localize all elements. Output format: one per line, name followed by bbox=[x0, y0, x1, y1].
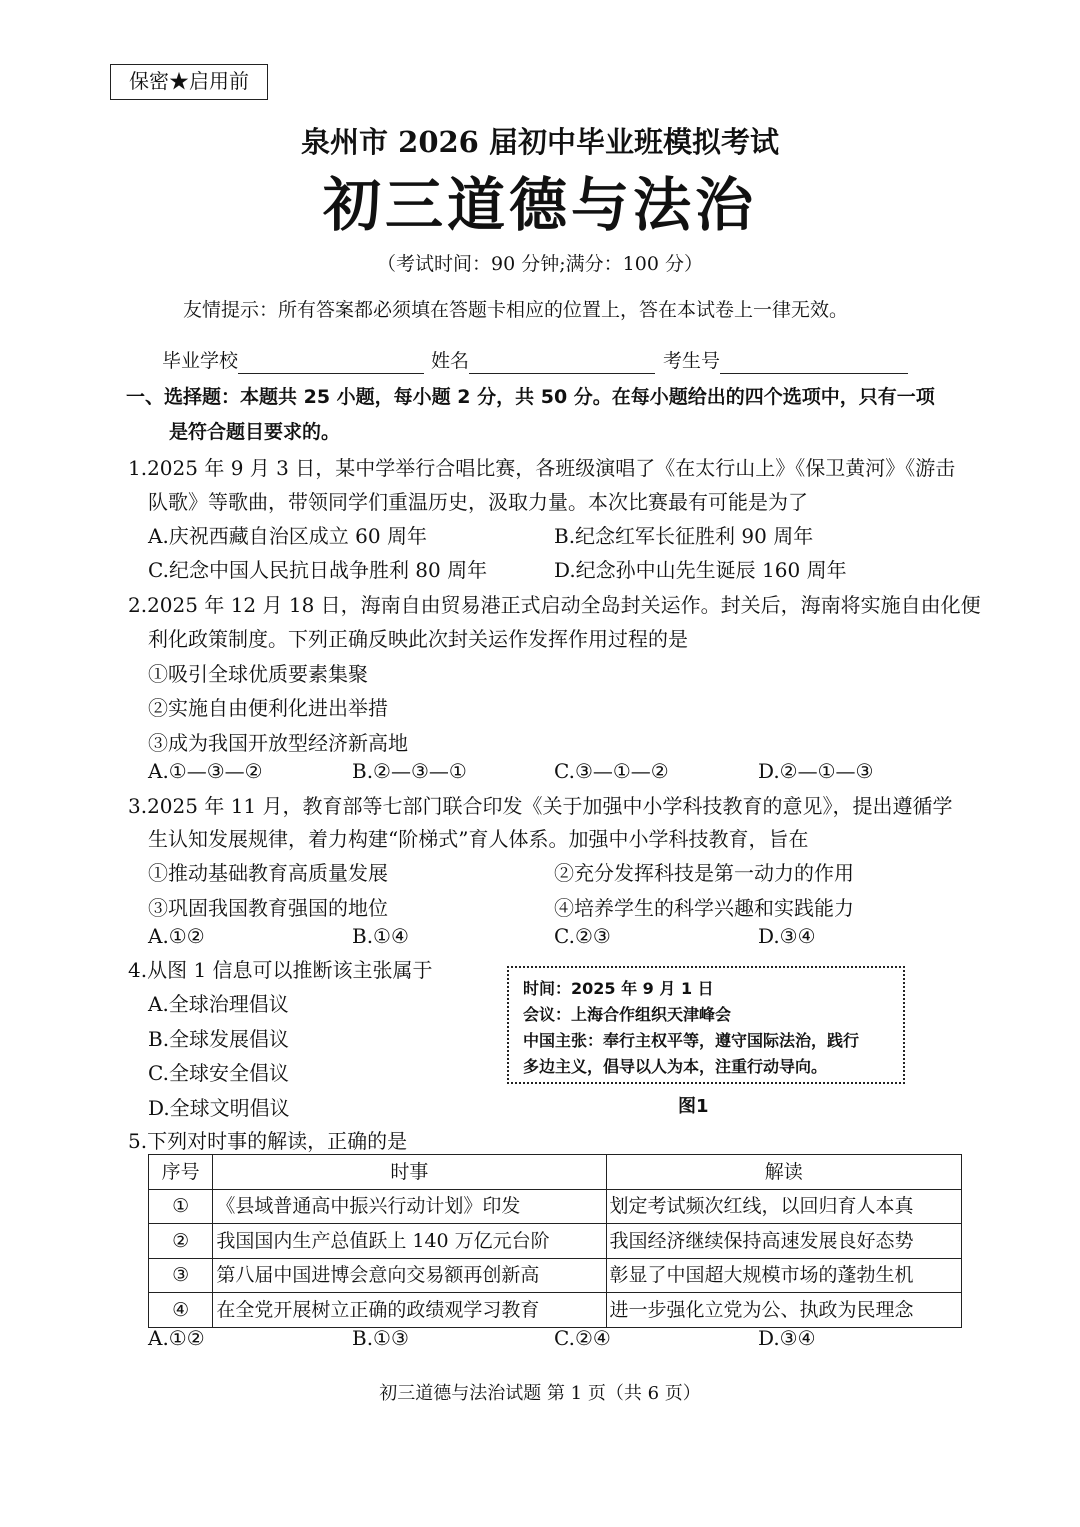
table-header-cell: 序号 bbox=[149, 1155, 213, 1190]
q4-option-c[interactable]: C.全球安全倡议 bbox=[148, 1061, 289, 1085]
school-blank[interactable] bbox=[238, 353, 424, 374]
q5-option-b[interactable]: B.①③ bbox=[352, 1326, 409, 1350]
q2-option-a[interactable]: A.①—③—② bbox=[148, 759, 263, 783]
table-cell: ④ bbox=[149, 1293, 213, 1328]
q1-stem-line2: 队歌》等歌曲，带领同学们重温历史，汲取力量。本次比赛最有可能是为了 bbox=[148, 490, 808, 514]
q4-stem: 4.从图 1 信息可以推断该主张属于 bbox=[128, 958, 433, 982]
table-header-cell: 解读 bbox=[606, 1155, 961, 1190]
q3-item-1: ①推动基础教育高质量发展 bbox=[148, 861, 388, 885]
section-heading-line1: 一、选择题：本题共 25 小题，每小题 2 分，共 50 分。在每小题给出的四个选项中，只有一项 bbox=[126, 386, 935, 408]
q2-stem-line2: 利化政策制度。下列正确反映此次封关运作发挥作用过程的是 bbox=[148, 627, 688, 651]
q5-option-c[interactable]: C.②④ bbox=[554, 1326, 611, 1350]
confidential-stamp: 保密★启用前 bbox=[110, 64, 268, 100]
table-cell: 第八届中国进博会意向交易额再创新高 bbox=[213, 1258, 606, 1293]
table-cell: 进一步强化立党为公、执政为民理念 bbox=[606, 1293, 961, 1328]
table-cell: 彰显了中国超大规模市场的蓬勃生机 bbox=[606, 1258, 961, 1293]
table-cell: 《县域普通高中振兴行动计划》印发 bbox=[213, 1189, 606, 1224]
q3-option-a[interactable]: A.①② bbox=[148, 924, 205, 948]
table-cell: ① bbox=[149, 1189, 213, 1224]
friendly-tip: 友情提示：所有答案都必须填在答题卡相应的位置上，答在本试卷上一律无效。 bbox=[183, 299, 849, 321]
table-cell: 在全党开展树立正确的政绩观学习教育 bbox=[213, 1293, 606, 1328]
section-heading-line2: 是符合题目要求的。 bbox=[169, 421, 341, 443]
q2-item-2: ②实施自由便利化进出举措 bbox=[148, 696, 388, 720]
q1-option-b[interactable]: B.纪念红军长征胜利 90 周年 bbox=[554, 524, 814, 548]
figure-1-box bbox=[507, 966, 905, 1084]
subject-title: 初三道德与法治 bbox=[322, 171, 757, 239]
table-cell: 我国经济继续保持高速发展良好态势 bbox=[606, 1224, 961, 1259]
student-no-label: 考生号 bbox=[663, 350, 721, 372]
table-cell: ③ bbox=[149, 1258, 213, 1293]
q4-option-d[interactable]: D.全球文明倡议 bbox=[148, 1096, 290, 1120]
figure-1-line3: 中国主张：奉行主权平等，遵守国际法治，践行 bbox=[523, 1031, 860, 1050]
name-blank[interactable] bbox=[469, 353, 655, 374]
table-header-cell: 时事 bbox=[213, 1155, 606, 1190]
table-cell: 我国国内生产总值跃上 140 万亿元台阶 bbox=[213, 1224, 606, 1259]
table-header-row bbox=[149, 1155, 962, 1190]
page-footer: 初三道德与法治试题 第 1 页（共 6 页） bbox=[379, 1383, 701, 1404]
table-row bbox=[149, 1293, 962, 1328]
figure-1-line4: 多边主义，倡导以人为本，注重行动导向。 bbox=[523, 1057, 828, 1076]
student-no-field[interactable] bbox=[663, 348, 908, 374]
q1-stem-line1: 1.2025 年 9 月 3 日，某中学举行合唱比赛，各班级演唱了《在太行山上》《保卫黄河》《游击 bbox=[128, 456, 956, 480]
q2-option-c[interactable]: C.③—①—② bbox=[554, 759, 669, 783]
q5-option-d[interactable]: D.③④ bbox=[758, 1326, 816, 1350]
q5-stem: 5.下列对时事的解读，正确的是 bbox=[128, 1129, 408, 1153]
name-label: 姓名 bbox=[431, 350, 470, 372]
table-cell: 划定考试频次红线，以回归育人本真 bbox=[606, 1189, 961, 1224]
table-row bbox=[149, 1189, 962, 1224]
table-row bbox=[149, 1258, 962, 1293]
q1-option-a[interactable]: A.庆祝西藏自治区成立 60 周年 bbox=[148, 524, 427, 548]
q3-item-2: ②充分发挥科技是第一动力的作用 bbox=[554, 861, 854, 885]
table-row bbox=[149, 1224, 962, 1259]
q4-option-b[interactable]: B.全球发展倡议 bbox=[148, 1027, 290, 1051]
q3-item-4: ④培养学生的科学兴趣和实践能力 bbox=[554, 896, 854, 920]
q3-option-b[interactable]: B.①④ bbox=[352, 924, 409, 948]
exam-info: （考试时间：90 分钟;满分：100 分） bbox=[377, 253, 703, 275]
student-no-blank[interactable] bbox=[720, 353, 908, 374]
q1-option-c[interactable]: C.纪念中国人民抗日战争胜利 80 周年 bbox=[148, 558, 488, 582]
q3-option-d[interactable]: D.③④ bbox=[758, 924, 816, 948]
figure-1-caption: 图1 bbox=[678, 1096, 709, 1117]
q3-option-c[interactable]: C.②③ bbox=[554, 924, 611, 948]
q3-item-3: ③巩固我国教育强国的地位 bbox=[148, 896, 388, 920]
name-field[interactable] bbox=[431, 348, 655, 374]
table-cell: ② bbox=[149, 1224, 213, 1259]
q2-option-d[interactable]: D.②—①—③ bbox=[758, 759, 874, 783]
q2-item-1: ①吸引全球优质要素集聚 bbox=[148, 662, 368, 686]
school-field[interactable] bbox=[162, 348, 424, 374]
figure-1-line1: 时间：2025 年 9 月 1 日 bbox=[523, 979, 714, 998]
figure-1-line2: 会议：上海合作组织天津峰会 bbox=[523, 1005, 732, 1024]
q2-option-b[interactable]: B.②—③—① bbox=[352, 759, 467, 783]
q3-stem-line2: 生认知发展规律，着力构建“阶梯式”育人体系。加强中小学科技教育，旨在 bbox=[148, 827, 809, 851]
q1-option-d[interactable]: D.纪念孙中山先生诞辰 160 周年 bbox=[554, 558, 847, 582]
school-label: 毕业学校 bbox=[162, 350, 239, 372]
q3-stem-line1: 3.2025 年 11 月，教育部等七部门联合印发《关于加强中小学科技教育的意见》，提出遵循学 bbox=[128, 794, 953, 818]
q2-stem-line1: 2.2025 年 12 月 18 日，海南自由贸易港正式启动全岛封关运作。封关后，海南将实施自由化便 bbox=[128, 593, 981, 617]
q4-option-a[interactable]: A.全球治理倡议 bbox=[148, 992, 289, 1016]
exam-title: 泉州市 2026 届初中毕业班模拟考试 bbox=[301, 125, 779, 159]
q5-table bbox=[148, 1154, 962, 1328]
q5-option-a[interactable]: A.①② bbox=[148, 1326, 205, 1350]
q2-item-3: ③成为我国开放型经济新高地 bbox=[148, 731, 408, 755]
